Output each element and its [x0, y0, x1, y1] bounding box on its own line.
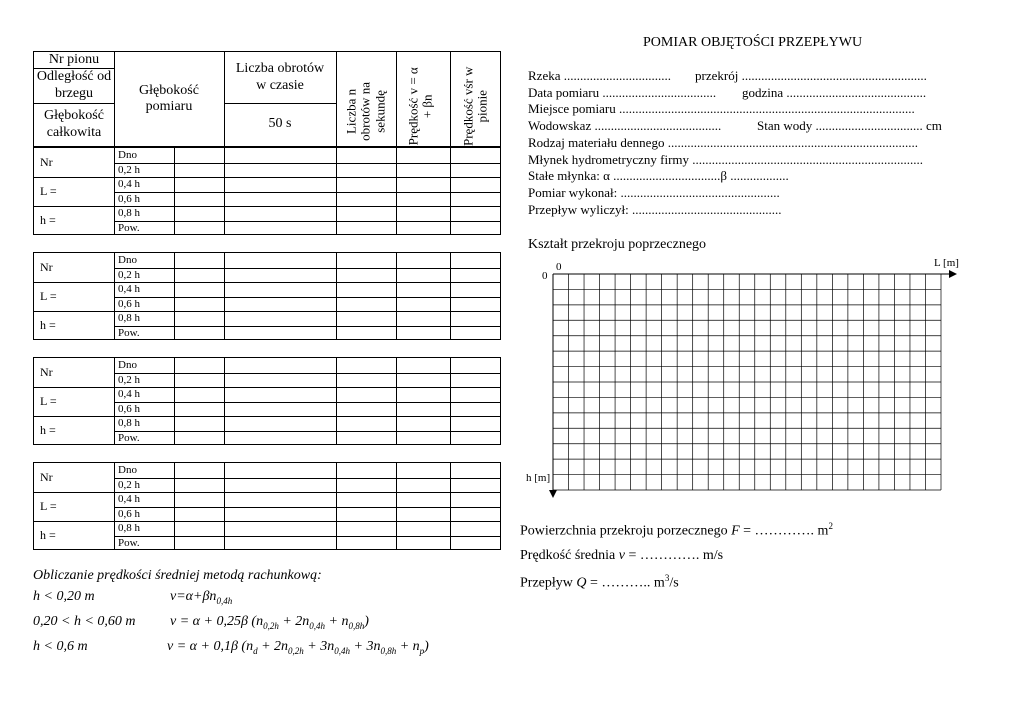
form-field-label: Przepływ wyliczył:: [528, 201, 629, 217]
czas-header: 50 s: [268, 116, 292, 132]
method-row-2-formula: v = α + 0,25β $(n_{0,2h} + 2n_{0,4h} + n_{0,8h})$: [170, 614, 369, 631]
block-label-nr: Nr: [40, 470, 53, 484]
methods-title: Obliczanie prędkości średniej metodą rachunkową:: [33, 568, 322, 583]
measurement-block: [33, 147, 501, 235]
block-label-l: L =: [40, 184, 57, 198]
depth-row-label: Pow.: [118, 536, 140, 549]
method-row-3-condition: h < 0,6 m: [33, 639, 88, 654]
depth-row-label: 0,6 h: [118, 192, 140, 205]
depth-row-label: 0,4 h: [118, 388, 140, 400]
depth-row-label: 0,4 h: [118, 178, 140, 190]
glebokosc-calkowita-header: Głębokość całkowita: [44, 108, 104, 140]
block-label-l: L =: [40, 499, 57, 513]
form-field-line: ...........................................: [786, 84, 927, 100]
measurement-block: [33, 252, 501, 340]
liczba-n-header: Liczba n obrotów na sekundę: [343, 82, 388, 141]
x-axis-label: L [m]: [934, 257, 959, 269]
form-field-line: ................................. cm: [815, 118, 942, 134]
depth-row-label: Dno: [118, 254, 137, 266]
glebokosc-pomiaru-header: Głębokość pomiaru: [139, 82, 199, 114]
form-field-label: Młynek hydrometryczny firmy: [528, 151, 690, 167]
measurement-table-header: [33, 51, 501, 147]
form-field-line: .......................................................................: [692, 151, 924, 167]
depth-row-label: 0,2 h: [118, 163, 140, 176]
form-field-line: .................................................: [620, 184, 780, 200]
form-field: [528, 202, 781, 218]
form-field: [528, 185, 780, 201]
form-field-line: ...................................: [602, 84, 717, 100]
depth-row-label: 0,4 h: [118, 283, 140, 295]
form-field: [528, 168, 789, 184]
form-field-label: Pomiar wykonał:: [528, 184, 618, 200]
form-field-label: Wodowskaz: [528, 118, 592, 134]
depth-row-label: 0,8 h: [118, 207, 140, 219]
depth-row-label: Pow.: [118, 431, 140, 444]
form-field-secondary: [695, 68, 927, 84]
depth-row-label: 0,8 h: [118, 312, 140, 324]
block-label-nr: Nr: [40, 155, 53, 169]
cross-section-title: Kształt przekroju poprzecznego: [528, 237, 707, 252]
form-field: [528, 135, 918, 151]
depth-row-label: 0,4 h: [118, 493, 140, 505]
predkosc-header: Prędkość v = α + βn: [405, 67, 435, 146]
depth-row-label: 0,8 h: [118, 417, 140, 429]
block-label-h: h =: [40, 213, 56, 227]
form-field-line: .................................: [563, 68, 671, 83]
y-axis-label: h [m]: [526, 472, 551, 484]
page-title: POMIAR OBJĘTOŚCI PRZEPŁYWU: [643, 35, 863, 50]
form-field: [528, 118, 721, 134]
block-label-nr: Nr: [40, 260, 53, 274]
depth-row-label: Dno: [118, 149, 137, 161]
depth-row-label: Pow.: [118, 326, 140, 339]
method-row-1-condition: h < 0,20 m: [33, 589, 95, 604]
form-field-label: Miejsce pomiaru: [528, 101, 616, 117]
block-label-h: h =: [40, 528, 56, 542]
result-area: Powierzchnia przekroju porzecznego F = …………. $m^2$: [520, 521, 833, 539]
block-label-l: L =: [40, 394, 57, 408]
method-row-2-condition: 0,20 < h < 0,60 m: [33, 614, 136, 629]
depth-row-label: Pow.: [118, 221, 140, 234]
form-field-line: ..............................................: [631, 201, 782, 217]
form-field: [528, 152, 923, 168]
form-field-line: .................................β ..................: [613, 168, 789, 184]
origin-y-label: 0: [542, 270, 548, 282]
depth-row-label: Dno: [118, 359, 137, 371]
form-field-line: ...........................................................................................: [618, 101, 915, 117]
form-field-line: .............................................................................: [667, 134, 918, 150]
block-label-l: L =: [40, 289, 57, 303]
depth-row-label: Dno: [118, 464, 137, 476]
form-field-secondary: [757, 118, 942, 134]
form-field-line: .........................................................: [741, 68, 927, 83]
method-row-1-formula: $v=\alpha+\beta n_{0,4h}$: [170, 589, 233, 606]
block-label-nr: Nr: [40, 365, 53, 379]
method-row-3-formula: v = α + 0,1β $(n_d + 2n_{0,2h} + 3n_{0,4h} + 3n_{0,8h} + n_p)$: [167, 639, 429, 656]
liczba-obrotow-header: Liczba obrotów w czasie: [235, 61, 325, 93]
cross-section-grid: [515, 250, 975, 505]
block-label-h: h =: [40, 318, 56, 332]
depth-row-label: 0,2 h: [118, 478, 140, 491]
form-field: [528, 68, 671, 84]
form-field-label: Stałe młynka: α: [528, 168, 610, 184]
form-field-label: Data pomiaru: [528, 84, 600, 100]
form-field-secondary: [742, 85, 926, 101]
form-field-label: Rodzaj materiału dennego: [528, 134, 665, 150]
depth-row-label: 0,2 h: [118, 373, 140, 386]
result-speed: Prędkość średnia v = …………. m/s: [520, 548, 724, 563]
result-flow: Przepływ Q = ……….. $m^3/s$: [520, 573, 679, 591]
odleglosc-header: Odległość od brzegu: [36, 69, 112, 101]
predkosc-sr-header: Prędkość vśr w pionie: [460, 66, 490, 147]
block-label-h: h =: [40, 423, 56, 437]
measurement-block: [33, 357, 501, 445]
form-field-label: przekrój: [695, 68, 739, 83]
origin-x-label: 0: [556, 261, 562, 273]
depth-row-label: 0,2 h: [118, 268, 140, 281]
measurement-block: [33, 462, 501, 550]
form-field-label: Rzeka: [528, 68, 561, 83]
form-field: [528, 101, 915, 117]
depth-row-label: 0,6 h: [118, 507, 140, 520]
depth-row-label: 0,6 h: [118, 402, 140, 415]
form-field-label: Stan wody: [757, 118, 813, 134]
form-field-line: .......................................: [594, 118, 722, 134]
depth-row-label: 0,8 h: [118, 522, 140, 534]
form-field: [528, 85, 716, 101]
depth-row-label: 0,6 h: [118, 297, 140, 310]
form-field-label: godzina: [742, 84, 784, 100]
nr-pionu-header: Nr pionu: [48, 51, 100, 67]
